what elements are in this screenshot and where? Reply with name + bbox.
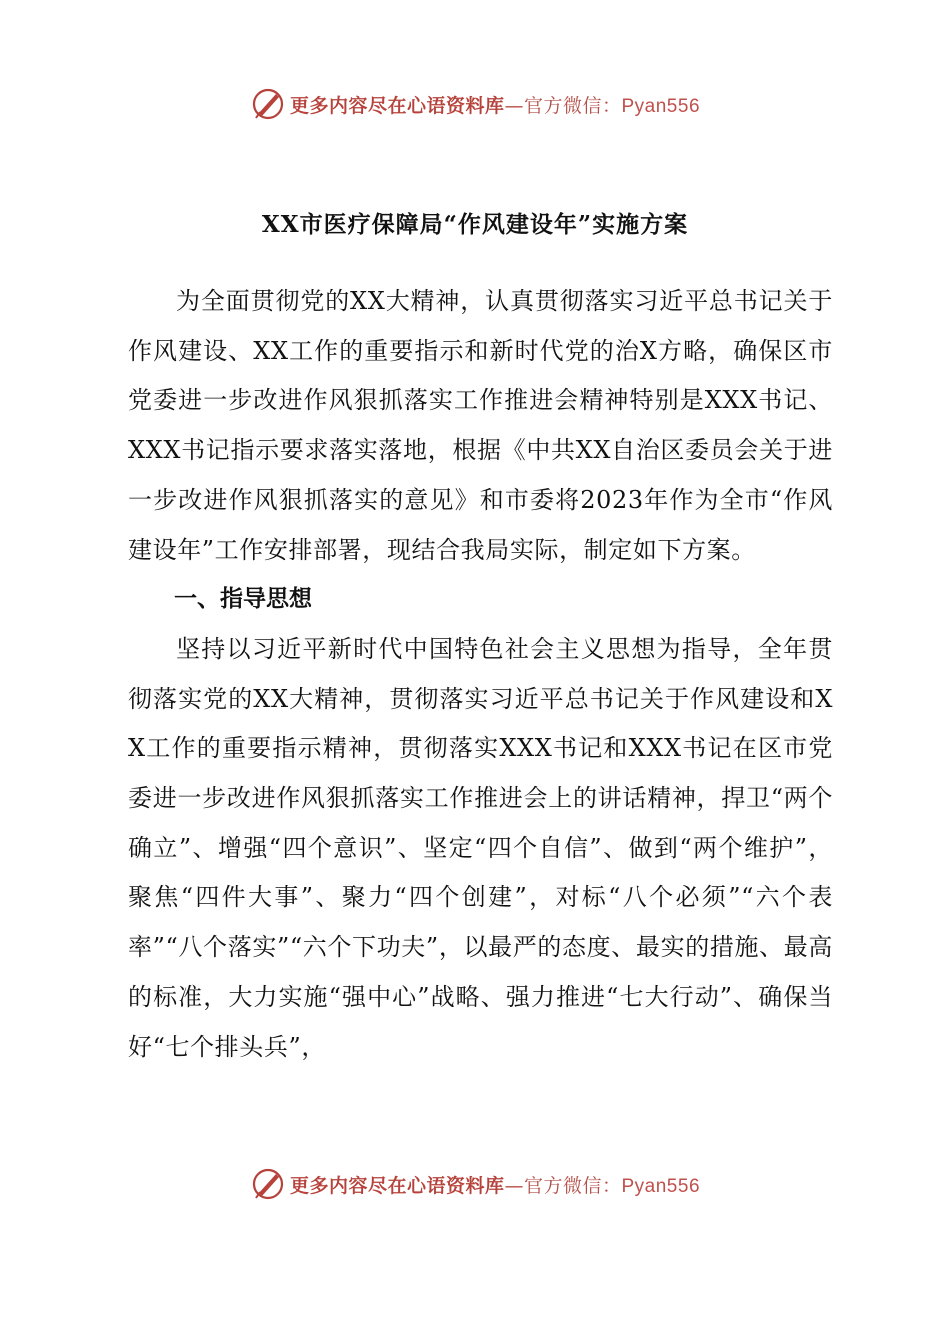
section-heading: 一、指导思想 — [174, 586, 312, 613]
document-title: XX市医疗保障局“作风建设年”实施方案 — [261, 211, 689, 238]
intro-paragraph: 为全面贯彻党的XX大精神，认真贯彻落实习近平总书记关于作风建设、XX工作的重要指示和新时代党的治X方略，确保区市党委进一步改进作风狠抓落实工作推进会精神特别是XXX书记、XXX书记指示要求落实落地，根据《中共XX自治区委员会关于进一步改进作风狠抓落实的意见》和市委将2023年作为全市“作风建设年”工作安排部署，现结合我局实际，制定如下方案。 — [128, 287, 833, 564]
quill-logo-icon — [250, 1166, 286, 1202]
section-paragraph: 坚持以习近平新时代中国特色社会主义思想为指导，全年贯彻落实党的XX大精神，贯彻落实习近平总书记关于作风建设和XX工作的重要指示精神，贯彻落实XXX书记和XXX书记在区市党委进一步改进作风狠抓落实工作推进会上的讲话精神，捍卫“两个确立”、增强“四个意识”、坚定“四个自信”、做到“两个维护”，聚焦“四件大事”、聚力“四个创建”，对标“八个必须”“六个表率”“八个落实”“六个下功夫”，以最严的态度、最实的措施、最高的标准，大力实施“强中心”战略、强力推进“七大行动”、确保当好“七个排头兵”， — [128, 634, 833, 1061]
watermark-text: 更多内容尽在心语资料库—官方微信：Pyan556 — [289, 1174, 701, 1197]
watermark-banner-bottom — [0, 1162, 950, 1206]
quill-logo-icon — [250, 86, 286, 122]
watermark-text: 更多内容尽在心语资料库—官方微信：Pyan556 — [289, 94, 701, 117]
document-body — [128, 277, 833, 1072]
watermark-banner-top — [0, 82, 950, 126]
